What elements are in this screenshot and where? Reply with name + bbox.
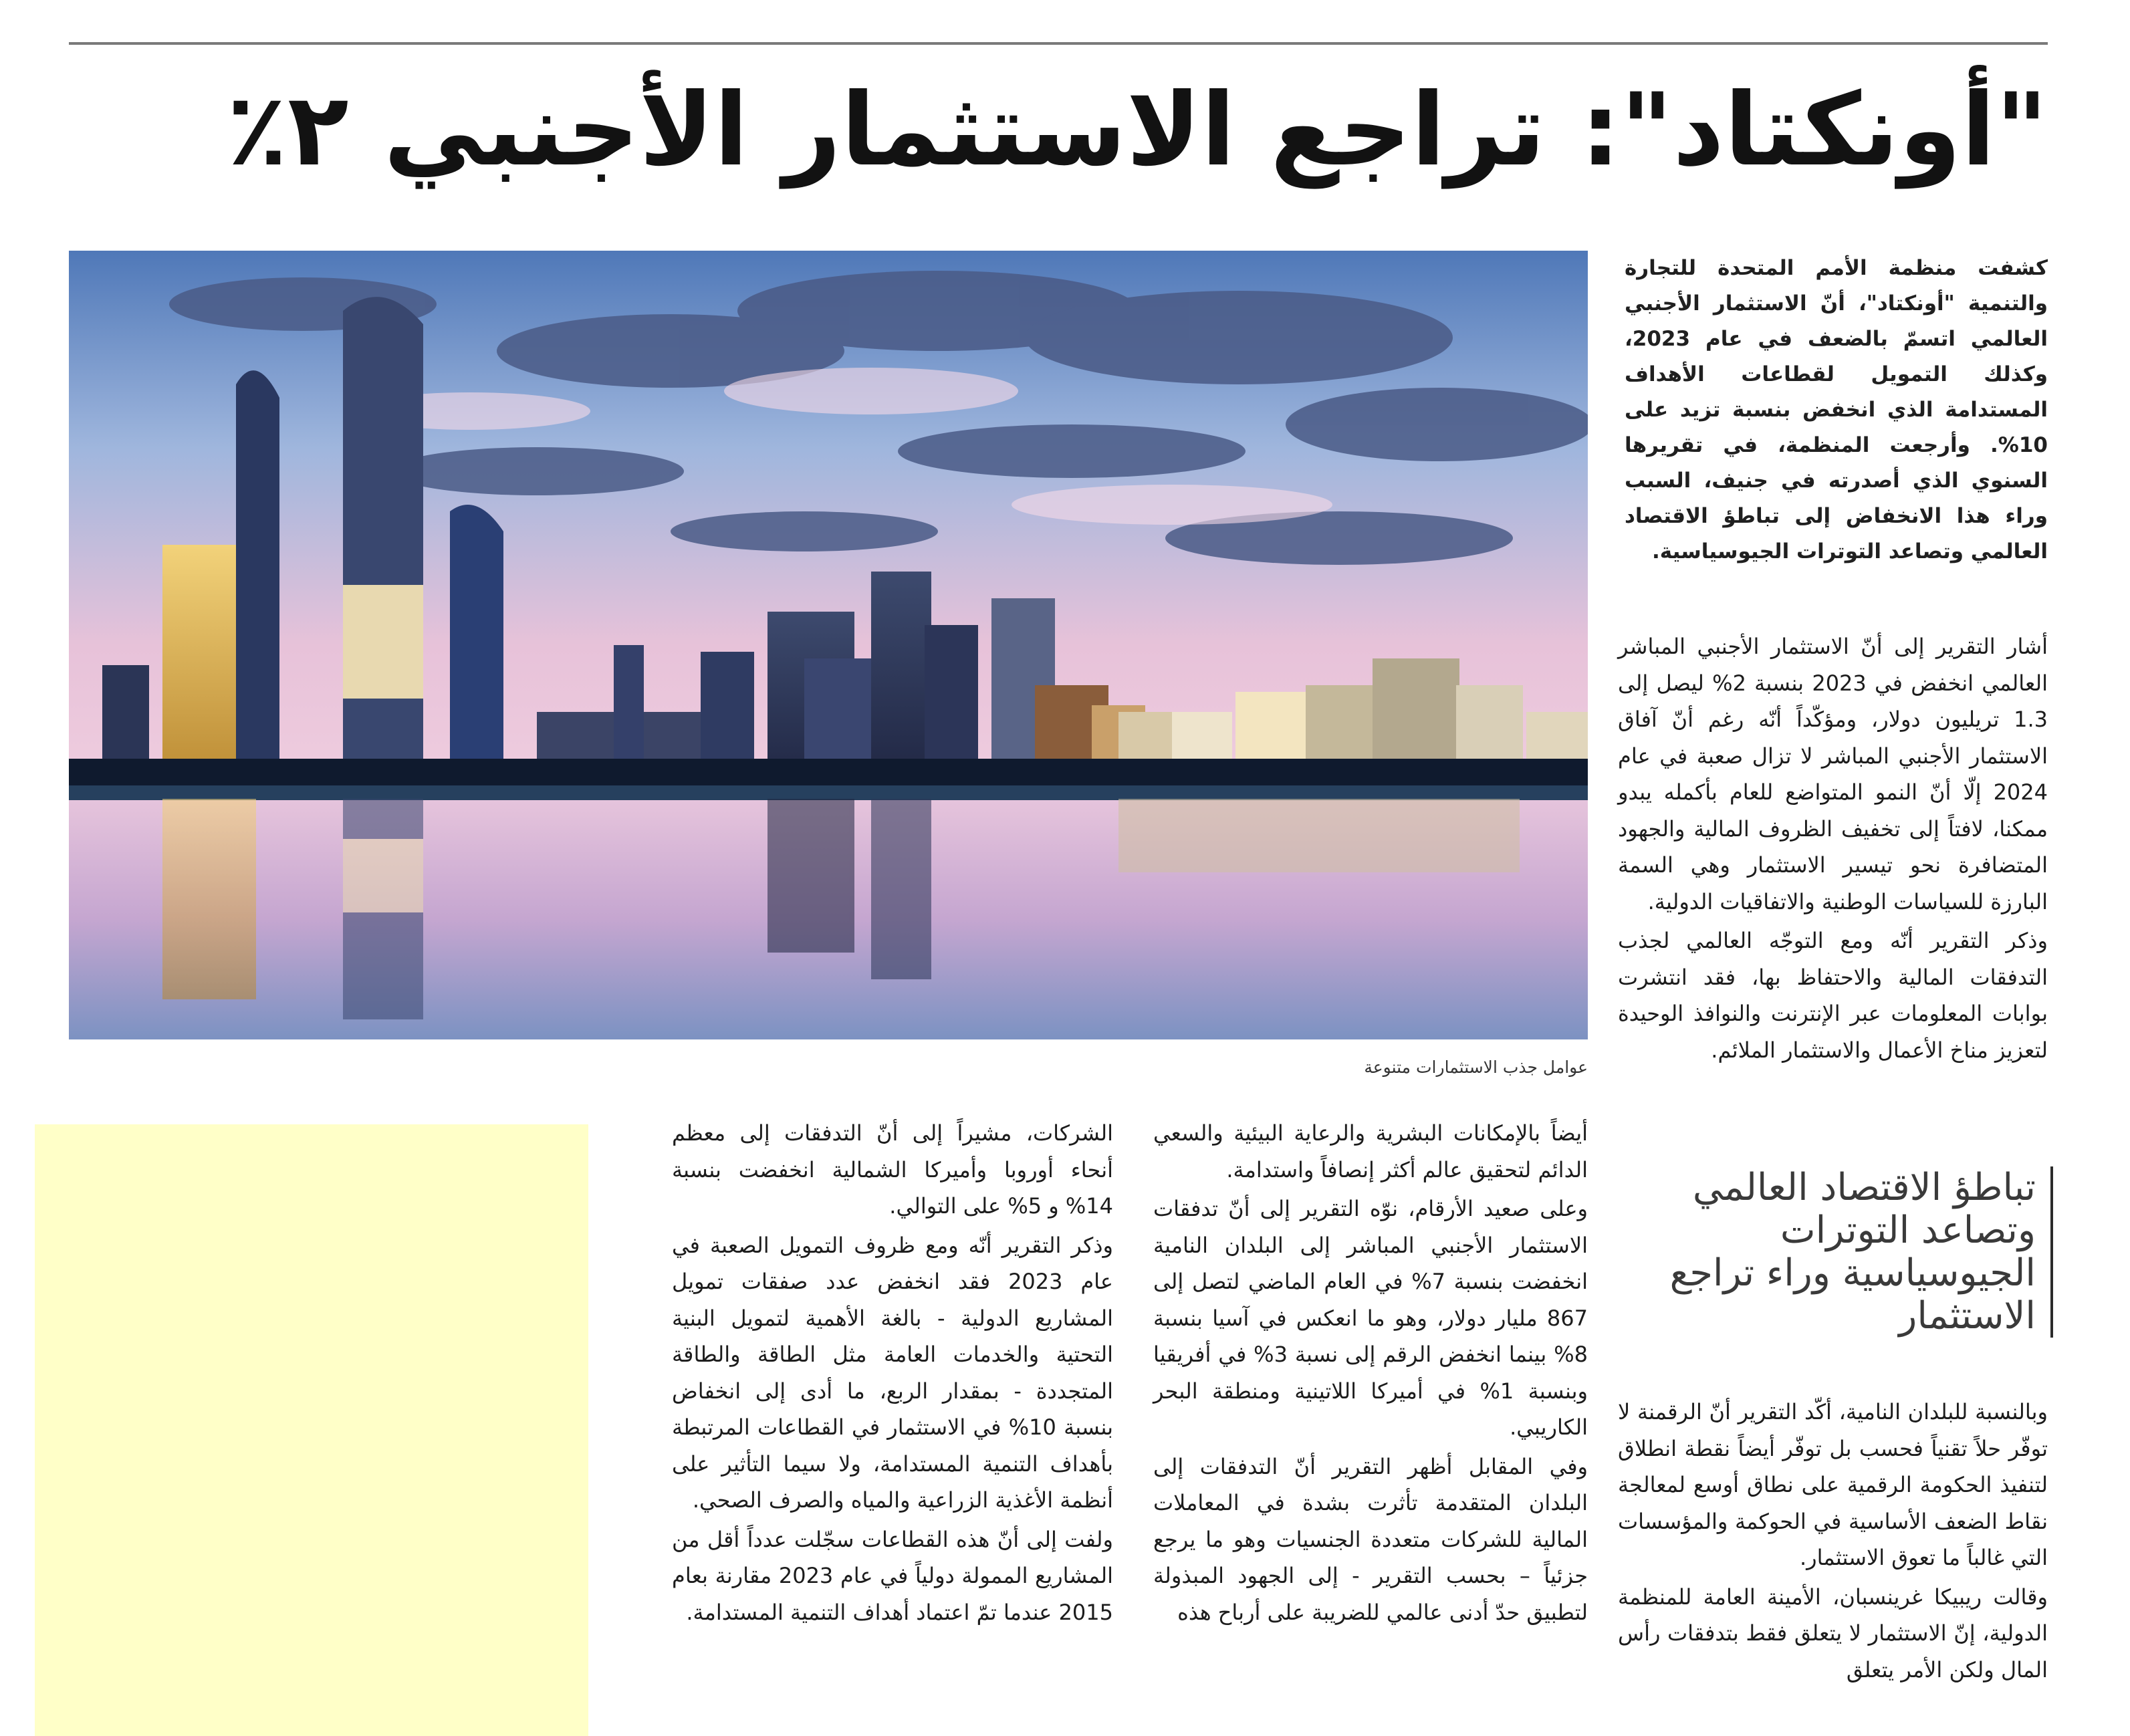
image-caption: عوامل جذب الاستثمارات متنوعة — [1364, 1058, 1588, 1077]
paragraph: وبالنسبة للبلدان النامية، أكّد التقرير أنّ الرقمنة لا توفّر حلاً تقنياً فحسب بل توفّر أيضاً نقطة انطلاق لتنفيذ الحكومة الرقمية على نطاق أوسع لمعالجة نقاط الضعف الأساسية في الحوكمة والمؤسسات التي غالباً ما تعوق الاستثمار. — [1618, 1399, 2048, 1570]
column-middle — [1153, 1115, 1588, 1633]
pull-quote: تباطؤ الاقتصاد العالمي وتصاعد التوترات الجيوسياسية وراء تراجع الاستثمار — [1618, 1166, 2053, 1338]
top-rule — [69, 42, 2048, 45]
paragraph: وذكر التقرير أنّه ومع التوجّه العالمي لجذب التدفقات المالية والاحتفاظ بها، فقد انتشرت بوابات المعلومات عبر الإنترنت والنوافذ الوحيدة لتعزيز مناخ الأعمال والاستثمار الملائم. — [1618, 928, 2048, 1063]
intro-paragraph: كشفت منظمة الأمم المتحدة للتجارة والتنمية "أونكتاد"، أنّ الاستثمار الأجنبي العالمي اتسمّ بالضعف في عام 2023، وكذلك التمويل لقطاعات الأهداف المستدامة الذي انخفض بنسبة تزيد على 10%. وأرجعت المنظمة، في تقريرها السنوي الذي أصدرته في جنيف، السبب وراء هذا الانخفاض إلى تباطؤ الاقتصاد العالمي وتصاعد التوترات الجيوسياسية. — [1625, 256, 2048, 564]
skyline-image — [69, 251, 1588, 1039]
headline: "أونكتاد": تراجع الاستثمار الأجنبي ٢٪ — [226, 72, 2048, 189]
column-right-bottom — [1618, 1394, 2048, 1691]
column-left — [672, 1115, 1113, 1633]
skyline-photo — [69, 251, 1588, 1039]
paragraph: وذكر التقرير أنّه ومع ظروف التمويل الصعبة في عام 2023 فقد انخفض عدد صفقات تمويل المشاريع الدولية - بالغة الأهمية لتمويل البنية التحتية والخدمات العامة مثل الطاقة والطاقة المتجددة - بمقدار الربع، ما أدى إلى انخفاض بنسبة 10% في الاستثمار في القطاعات المرتبطة بأهداف التنمية المستدامة، ولا سيما التأثير على أنظمة الأغذية الزراعية والمياه والصرف الصحي. — [672, 1232, 1114, 1513]
column-right-top — [1618, 628, 2048, 1071]
paragraph: أيضاً بالإمكانات البشرية والرعاية البيئية والسعي الدائم لتحقيق عالم أكثر إنصافاً واستدامة. — [1153, 1120, 1588, 1183]
paragraph: وفي المقابل أظهر التقرير أنّ التدفقات إلى البلدان المتقدمة تأثرت بشدة في المعاملات المالية للشركات متعددة الجنسيات وهو ما يرجع جزئياً – بحسب التقرير - إلى الجهود المبذولة لتطبيق حدّ أدنى عالمي للضريبة على أرباح هذه — [1153, 1453, 1588, 1625]
paragraph: وعلى صعيد الأرقام، نوّه التقرير إلى أنّ تدفقات الاستثمار الأجنبي المباشر إلى البلدان النامية انخفضت بنسبة 7% في العام الماضي لتصل إلى 867 مليار دولار، وهو ما انعكس في آسيا بنسبة 8% بينما انخفض الرقم إلى نسبة 3% في أفريقيا وبنسبة 1% في أميركا اللاتينية ومنطقة البحر الكاريبي. — [1153, 1196, 1588, 1440]
paragraph: ولفت إلى أنّ هذه القطاعات سجّلت عدداً أقل من المشاريع الممولة دولياً في عام 2023 مقارنة بعام 2015 عندما تمّ اعتماد أهداف التنمية المستدامة. — [672, 1526, 1114, 1625]
yellow-placeholder-box — [35, 1124, 588, 1736]
paragraph: أشار التقرير إلى أنّ الاستثمار الأجنبي المباشر العالمي انخفض في 2023 بنسبة 2% ليصل إلى 1.3 تريليون دولار، ومؤكّداً أنّه رغم أنّ آفاق الاستثمار الأجنبي المباشر لا تزال صعبة في عام 2024 إلّا أنّ النمو المتواضع للعام بأكمله يبدو ممكنا، لافتاً إلى تخفيف الظروف المالية والجهود المتضافرة نحو تيسير الاستثمار وهي السمة البارزة للسياسات الوطنية والاتفاقيات الدولية. — [1618, 634, 2048, 914]
paragraph: الشركات، مشيراً إلى أنّ التدفقات إلى معظم أنحاء أوروبا وأميركا الشمالية انخفضت بنسبة 14% و 5% على التوالي. — [672, 1120, 1113, 1219]
paragraph: وقالت ريبيكا غرينسبان، الأمينة العامة للمنظمة الدولية، إنّ الاستثمار لا يتعلق فقط بتدفقات رأس المال ولكن الأمر يتعلق — [1618, 1584, 2048, 1683]
